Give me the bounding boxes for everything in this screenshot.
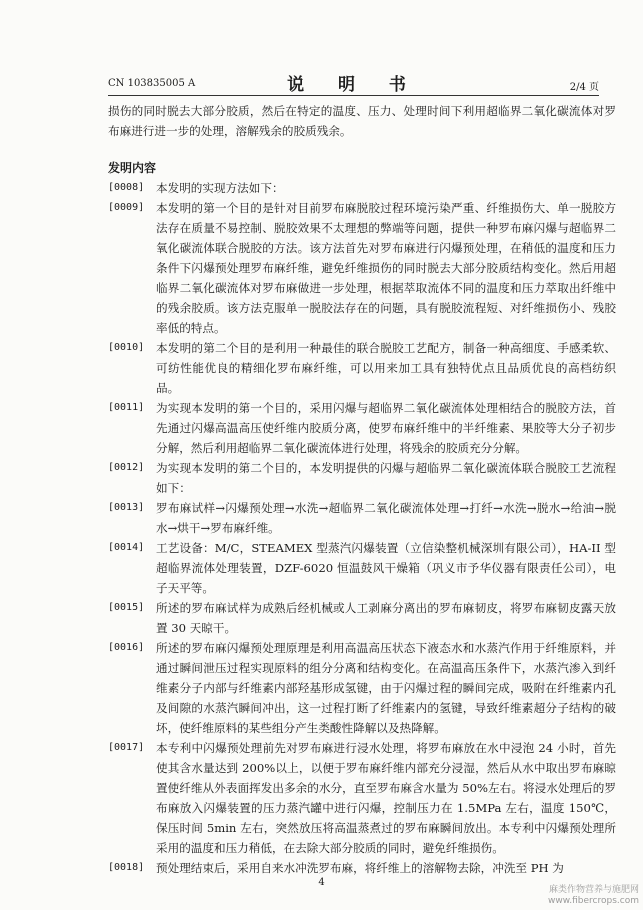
paragraph-number: [0017] [108, 742, 145, 753]
paragraph-number: [0015] [108, 602, 145, 613]
paragraph-text: 所述的罗布麻试样为成熟后经机械或人工剥麻分离出的罗布麻韧皮，将罗布麻韧皮露天放置 30 天晾干。 [156, 601, 616, 635]
page-header [108, 70, 599, 95]
paragraph-number: [0013] [108, 502, 145, 513]
document-body [108, 101, 616, 878]
paragraph-0010 [108, 338, 616, 398]
paragraph-text: 为实现本发明的第一个目的，采用闪爆与超临界二氧化碳流体处理相结合的脱胶方法，首先通过闪爆高温高压使纤维内胶质分离，使罗布麻纤维中的半纤维素、果胶等大分子初步分解，然后利用超临界二氧化碳流体进行处理，将残余的胶质充分分解。 [156, 401, 616, 455]
paragraph-0017 [108, 738, 616, 858]
paragraph-number: [0008] [108, 182, 145, 193]
page-number: 4 [318, 877, 325, 888]
watermark-url: www.fibercrops.com [548, 896, 639, 906]
paragraph-0012 [108, 458, 616, 498]
paragraph-number: [0016] [108, 642, 145, 653]
site-watermark [548, 885, 639, 907]
paragraph-0013 [108, 498, 616, 538]
paragraph-text: 本发明的第二个目的是利用一种最佳的联合脱胶工艺配方，制备一种高细度、手感柔软、可纺性能优良的精细化罗布麻纤维，可以用来加工具有独特优点且品质优良的高档纺织品。 [156, 341, 616, 395]
section-title: 发明内容 [108, 161, 157, 175]
paragraph-text: 本发明的第一个目的是针对目前罗布麻脱胶过程环境污染严重、纤维损伤大、单一脱胶方法存在质量不易控制、脱胶效果不太理想的弊端等问题，提供一种罗布麻闪爆与超临界二氧化碳流体联合脱胶的方法。该方法首先对罗布麻进行闪爆预处理，在稍低的温度和压力条件下闪爆预处理罗布麻纤维，避免纤维损伤的同时脱去大部分胶质结构变化。然后用超临界二氧化碳流体对罗布麻做进一步处理，根据萃取流体不同的温度和压力萃取出纤维中的残余胶质。该方法克服单一脱胶法存在的问题，具有脱胶流程短、对纤维损伤小、残胶率低的特点。 [156, 201, 616, 335]
paragraph-number: [0009] [108, 202, 145, 213]
document-title: 说 明 书 [287, 75, 420, 95]
page-reference: 2/4 页 [569, 82, 599, 93]
paragraph-0015 [108, 598, 616, 638]
intro-paragraph: 损伤的同时脱去大部分胶质，然后在特定的温度、压力、处理时间下利用超临界二氧化碳流体对罗布麻进行进一步的处理，溶解残余的胶质残余。 [108, 104, 616, 138]
paragraph-number: [0011] [108, 402, 145, 413]
paragraph-text: 罗布麻试样→闪爆预处理→水洗→超临界二氧化碳流体处理→打纤→水洗→脱水→给油→脱水→烘干→罗布麻纤维。 [156, 501, 616, 535]
paragraph-number: [0010] [108, 342, 145, 353]
paragraph-text: 所述的罗布麻闪爆预处理原理是利用高温高压状态下液态水和水蒸汽作用于纤维原料，并通过瞬间泄压过程实现原料的组分分离和结构变化。在高温高压条件下，水蒸汽渗入到纤维素分子内部与纤维素内部羟基形成氢键，由于闪爆过程的瞬间完成，吸附在纤维素内孔及间隙的水蒸汽瞬间冲出，这一过程打断了纤维素内的氢键，导致纤维素超分子结构的破坏，使纤维原料的某些组分产生类酸性降解以及热降解。 [156, 641, 616, 735]
paragraph-number: [0012] [108, 462, 145, 473]
paragraph-text: 工艺设备：M/C，STEAMEX 型蒸汽闪爆装置（立信染整机械深圳有限公司），HA-II 型超临界流体处理装置，DZF-6020 恒温鼓风干燥箱（巩义市予华仪器有限责任公司），电子天平等。 [156, 541, 616, 595]
paragraph-0009 [108, 198, 616, 338]
header-divider [108, 95, 599, 96]
patent-number: CN 103835005 A [108, 78, 196, 89]
paragraph-text: 为实现本发明的第二个目的，本发明提供的闪爆与超临界二氧化碳流体联合脱胶工艺流程如下： [156, 461, 616, 495]
paragraph-number: [0018] [108, 862, 145, 873]
watermark-site-name: 麻类作物营养与施肥网 [548, 885, 639, 895]
paragraph-0016 [108, 638, 616, 738]
paragraph-0018 [108, 858, 616, 878]
paragraph-0014 [108, 538, 616, 598]
paragraph-text: 本专利中闪爆预处理前先对罗布麻进行浸水处理，将罗布麻放在水中浸泡 24 小时，首先使其含水量达到 200%以上，以便于罗布麻纤维内部充分浸湿，然后从水中取出罗布麻晾置使纤维从外表面挥发出多余的水分，直至罗布麻含水量为 50%左右。将浸水处理后的罗布麻放入闪爆装置的压力蒸汽罐中进行闪爆，控制压力在 1.5MPa 左右，温度 150℃，保压时间 5min 左右，突然放压将高温蒸煮过的罗布麻瞬间放出。本专利中闪爆预处理所采用的温度和压力稍低，在去除大部分胶质的同时，避免纤维损伤。 [156, 741, 616, 855]
paragraph-text: 本发明的实现方法如下： [156, 181, 284, 195]
paragraph-number: [0014] [108, 542, 145, 553]
paragraph-text: 预处理结束后，采用自来水冲洗罗布麻，将纤维上的溶解物去除，冲洗至 PH 为 [156, 861, 564, 875]
paragraph-0011 [108, 398, 616, 458]
paragraph-0008 [108, 178, 616, 198]
